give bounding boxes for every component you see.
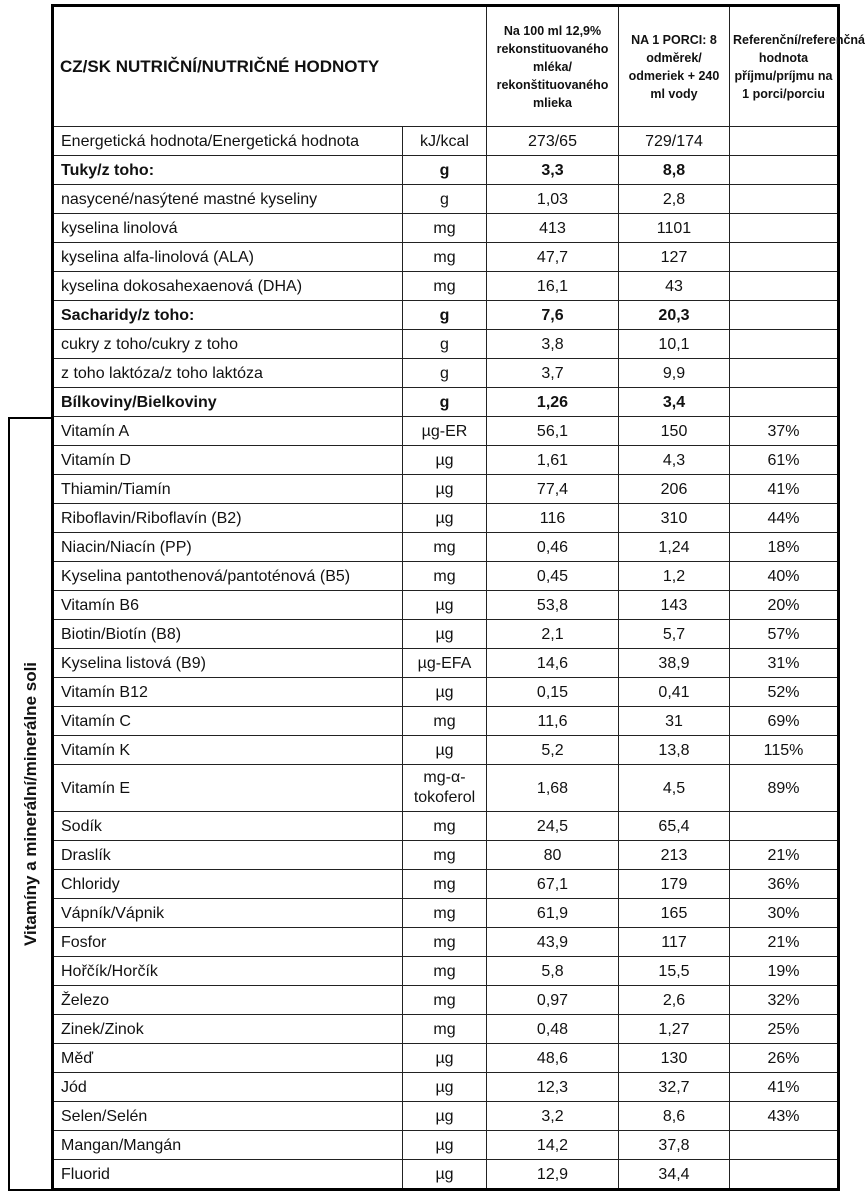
reference-intake-percent: 31%: [730, 649, 839, 678]
table-row: [53, 870, 839, 899]
nutrient-name: Vitamín D: [53, 446, 403, 475]
nutrient-name: nasycené/nasýtené mastné kyseliny: [53, 185, 403, 214]
reference-intake-percent: 20%: [730, 591, 839, 620]
value-per-portion: 34,4: [619, 1160, 730, 1190]
table-row: [53, 841, 839, 870]
table-row: [53, 272, 839, 301]
nutrient-unit: µg: [403, 1102, 487, 1131]
table-row: [53, 185, 839, 214]
value-per-100ml: 3,3: [487, 156, 619, 185]
reference-intake-percent: 69%: [730, 707, 839, 736]
nutrient-name: Vitamín C: [53, 707, 403, 736]
value-per-portion: 165: [619, 899, 730, 928]
vitamins-minerals-section-label: [8, 417, 51, 1191]
table-row: [53, 1073, 839, 1102]
header-per-portion: NA 1 PORCI: 8 odměrek/ odmeriek + 240 ml vody: [619, 6, 730, 127]
nutrient-name: Vitamín B12: [53, 678, 403, 707]
nutrient-name: Jód: [53, 1073, 403, 1102]
reference-intake-percent: 89%: [730, 765, 839, 812]
nutrient-name: Mangan/Mangán: [53, 1131, 403, 1160]
nutrient-name: Tuky/z toho:: [53, 156, 403, 185]
nutrient-unit: g: [403, 388, 487, 417]
value-per-100ml: 0,46: [487, 533, 619, 562]
nutrient-unit: g: [403, 359, 487, 388]
reference-intake-percent: 26%: [730, 1044, 839, 1073]
value-per-portion: 32,7: [619, 1073, 730, 1102]
nutrient-name: Vápník/Vápnik: [53, 899, 403, 928]
nutrient-unit: mg: [403, 243, 487, 272]
value-per-portion: 5,7: [619, 620, 730, 649]
value-per-portion: 150: [619, 417, 730, 446]
nutrient-name: Sodík: [53, 812, 403, 841]
nutrient-name: Biotin/Biotín (B8): [53, 620, 403, 649]
reference-intake-percent: 37%: [730, 417, 839, 446]
value-per-100ml: 56,1: [487, 417, 619, 446]
value-per-portion: 10,1: [619, 330, 730, 359]
section-label-text: Vitamíny a minerální/minerálne soli: [20, 661, 40, 946]
nutrient-name: Zinek/Zinok: [53, 1015, 403, 1044]
value-per-portion: 143: [619, 591, 730, 620]
table-row: [53, 1015, 839, 1044]
value-per-100ml: 77,4: [487, 475, 619, 504]
table-row: [53, 359, 839, 388]
reference-intake-percent: [730, 156, 839, 185]
nutrient-unit: mg: [403, 214, 487, 243]
value-per-100ml: 47,7: [487, 243, 619, 272]
table-row: [53, 1044, 839, 1073]
table-title: CZ/SK NUTRIČNÍ/NUTRIČNÉ HODNOTY: [53, 6, 487, 127]
value-per-100ml: 3,7: [487, 359, 619, 388]
nutrient-unit: mg: [403, 533, 487, 562]
nutrient-name: Fluorid: [53, 1160, 403, 1190]
nutrient-unit: mg: [403, 957, 487, 986]
reference-intake-percent: [730, 301, 839, 330]
nutrient-name: Hořčík/Horčík: [53, 957, 403, 986]
value-per-portion: 179: [619, 870, 730, 899]
nutrient-name: Bílkoviny/Bielkoviny: [53, 388, 403, 417]
nutrient-unit: mg: [403, 841, 487, 870]
value-per-portion: 117: [619, 928, 730, 957]
value-per-portion: 2,6: [619, 986, 730, 1015]
nutrient-unit: g: [403, 156, 487, 185]
table-header-row: [53, 6, 839, 127]
nutrient-unit: µg: [403, 475, 487, 504]
table-row: [53, 986, 839, 1015]
table-row: [53, 330, 839, 359]
reference-intake-percent: 40%: [730, 562, 839, 591]
table-row: [53, 707, 839, 736]
value-per-100ml: 12,3: [487, 1073, 619, 1102]
reference-intake-percent: 21%: [730, 928, 839, 957]
table-row: [53, 388, 839, 417]
value-per-portion: 3,4: [619, 388, 730, 417]
value-per-100ml: 80: [487, 841, 619, 870]
reference-intake-percent: [730, 185, 839, 214]
value-per-portion: 20,3: [619, 301, 730, 330]
reference-intake-percent: 25%: [730, 1015, 839, 1044]
table-row: [53, 156, 839, 185]
value-per-100ml: 1,61: [487, 446, 619, 475]
nutrient-name: Energetická hodnota/Energetická hodnota: [53, 127, 403, 156]
value-per-100ml: 116: [487, 504, 619, 533]
table-row: [53, 957, 839, 986]
value-per-100ml: 3,8: [487, 330, 619, 359]
nutrient-name: z toho laktóza/z toho laktóza: [53, 359, 403, 388]
nutrient-name: cukry z toho/cukry z toho: [53, 330, 403, 359]
value-per-portion: 4,3: [619, 446, 730, 475]
nutrient-name: Měď: [53, 1044, 403, 1073]
nutrient-unit: mg: [403, 1015, 487, 1044]
table-row: [53, 678, 839, 707]
reference-intake-percent: 44%: [730, 504, 839, 533]
value-per-portion: 2,8: [619, 185, 730, 214]
reference-intake-percent: 30%: [730, 899, 839, 928]
value-per-100ml: 16,1: [487, 272, 619, 301]
nutrient-name: Sacharidy/z toho:: [53, 301, 403, 330]
table-row: [53, 928, 839, 957]
value-per-portion: 8,8: [619, 156, 730, 185]
value-per-portion: 1,2: [619, 562, 730, 591]
value-per-portion: 729/174: [619, 127, 730, 156]
table-row: [53, 620, 839, 649]
value-per-100ml: 1,68: [487, 765, 619, 812]
reference-intake-percent: [730, 214, 839, 243]
value-per-portion: 31: [619, 707, 730, 736]
value-per-100ml: 14,2: [487, 1131, 619, 1160]
value-per-100ml: 0,48: [487, 1015, 619, 1044]
table-row: [53, 562, 839, 591]
nutrient-unit: mg: [403, 707, 487, 736]
value-per-portion: 130: [619, 1044, 730, 1073]
value-per-100ml: 61,9: [487, 899, 619, 928]
value-per-portion: 9,9: [619, 359, 730, 388]
nutrient-name: Fosfor: [53, 928, 403, 957]
reference-intake-percent: [730, 812, 839, 841]
table-row: [53, 1160, 839, 1190]
table-row: [53, 504, 839, 533]
nutrient-name: Železo: [53, 986, 403, 1015]
value-per-portion: 37,8: [619, 1131, 730, 1160]
value-per-100ml: 1,03: [487, 185, 619, 214]
value-per-100ml: 11,6: [487, 707, 619, 736]
nutrient-name: Vitamín K: [53, 736, 403, 765]
value-per-portion: 127: [619, 243, 730, 272]
reference-intake-percent: [730, 359, 839, 388]
nutrient-unit: µg: [403, 504, 487, 533]
value-per-100ml: 3,2: [487, 1102, 619, 1131]
table-row: [53, 591, 839, 620]
nutrient-unit: mg: [403, 272, 487, 301]
table-row: [53, 533, 839, 562]
value-per-100ml: 5,8: [487, 957, 619, 986]
nutrient-unit: µg: [403, 1131, 487, 1160]
value-per-portion: 0,41: [619, 678, 730, 707]
nutrient-unit: µg: [403, 1044, 487, 1073]
reference-intake-percent: 32%: [730, 986, 839, 1015]
value-per-100ml: 0,15: [487, 678, 619, 707]
nutrient-unit: mg-α-tokoferol: [403, 765, 487, 812]
table-row: [53, 214, 839, 243]
nutrient-unit: g: [403, 301, 487, 330]
nutrient-unit: kJ/kcal: [403, 127, 487, 156]
header-per-100ml: Na 100 ml 12,9% rekonstituovaného mléka/ rekonštituovaného mlieka: [487, 6, 619, 127]
nutrient-name: kyselina linolová: [53, 214, 403, 243]
value-per-100ml: 14,6: [487, 649, 619, 678]
nutrient-name: Vitamín A: [53, 417, 403, 446]
value-per-portion: 213: [619, 841, 730, 870]
value-per-100ml: 1,26: [487, 388, 619, 417]
value-per-100ml: 2,1: [487, 620, 619, 649]
table-row: [53, 1131, 839, 1160]
reference-intake-percent: 115%: [730, 736, 839, 765]
header-reference-intake: Referenční/referenčná hodnota příjmu/príjmu na 1 porci/porciu: [730, 6, 839, 127]
reference-intake-percent: [730, 388, 839, 417]
nutrient-unit: mg: [403, 562, 487, 591]
reference-intake-percent: [730, 272, 839, 301]
value-per-100ml: 43,9: [487, 928, 619, 957]
value-per-portion: 15,5: [619, 957, 730, 986]
value-per-100ml: 24,5: [487, 812, 619, 841]
value-per-100ml: 7,6: [487, 301, 619, 330]
value-per-portion: 38,9: [619, 649, 730, 678]
reference-intake-percent: [730, 1160, 839, 1190]
value-per-portion: 206: [619, 475, 730, 504]
table-row: [53, 765, 839, 812]
value-per-portion: 8,6: [619, 1102, 730, 1131]
nutrient-unit: g: [403, 185, 487, 214]
table-row: [53, 736, 839, 765]
reference-intake-percent: 41%: [730, 1073, 839, 1102]
value-per-100ml: 48,6: [487, 1044, 619, 1073]
reference-intake-percent: 41%: [730, 475, 839, 504]
nutrient-unit: µg: [403, 678, 487, 707]
nutrient-name: Chloridy: [53, 870, 403, 899]
nutrient-unit: µg: [403, 1160, 487, 1190]
value-per-100ml: 53,8: [487, 591, 619, 620]
table-row: [53, 446, 839, 475]
nutrient-name: Selen/Selén: [53, 1102, 403, 1131]
table-row: [53, 127, 839, 156]
nutrient-name: kyselina dokosahexaenová (DHA): [53, 272, 403, 301]
reference-intake-percent: 19%: [730, 957, 839, 986]
value-per-100ml: 413: [487, 214, 619, 243]
table-row: [53, 899, 839, 928]
nutrient-name: Niacin/Niacín (PP): [53, 533, 403, 562]
value-per-100ml: 0,45: [487, 562, 619, 591]
reference-intake-percent: [730, 127, 839, 156]
nutrient-name: Kyselina pantothenová/pantoténová (B5): [53, 562, 403, 591]
value-per-portion: 1,24: [619, 533, 730, 562]
reference-intake-percent: [730, 1131, 839, 1160]
value-per-100ml: 5,2: [487, 736, 619, 765]
value-per-portion: 65,4: [619, 812, 730, 841]
nutrient-name: kyselina alfa-linolová (ALA): [53, 243, 403, 272]
table-row: [53, 649, 839, 678]
table-row: [53, 812, 839, 841]
value-per-100ml: 67,1: [487, 870, 619, 899]
value-per-portion: 1101: [619, 214, 730, 243]
nutrient-unit: µg: [403, 1073, 487, 1102]
table-row: [53, 475, 839, 504]
reference-intake-percent: 61%: [730, 446, 839, 475]
value-per-100ml: 0,97: [487, 986, 619, 1015]
value-per-100ml: 12,9: [487, 1160, 619, 1190]
nutrient-unit: g: [403, 330, 487, 359]
nutrient-name: Thiamin/Tiamín: [53, 475, 403, 504]
value-per-portion: 1,27: [619, 1015, 730, 1044]
nutrient-unit: mg: [403, 812, 487, 841]
value-per-portion: 13,8: [619, 736, 730, 765]
nutrient-unit: µg: [403, 591, 487, 620]
reference-intake-percent: [730, 243, 839, 272]
reference-intake-percent: 21%: [730, 841, 839, 870]
nutrient-name: Vitamín E: [53, 765, 403, 812]
reference-intake-percent: 43%: [730, 1102, 839, 1131]
table-row: [53, 1102, 839, 1131]
value-per-portion: 310: [619, 504, 730, 533]
reference-intake-percent: [730, 330, 839, 359]
nutrient-unit: µg: [403, 446, 487, 475]
nutrient-name: Kyselina listová (B9): [53, 649, 403, 678]
nutrient-name: Draslík: [53, 841, 403, 870]
table-row: [53, 417, 839, 446]
value-per-portion: 4,5: [619, 765, 730, 812]
nutrient-unit: mg: [403, 870, 487, 899]
nutrient-unit: µg: [403, 620, 487, 649]
nutrient-unit: mg: [403, 986, 487, 1015]
nutrient-name: Riboflavin/Riboflavín (B2): [53, 504, 403, 533]
table-row: [53, 243, 839, 272]
nutrient-unit: µg-ER: [403, 417, 487, 446]
nutrient-unit: µg-EFA: [403, 649, 487, 678]
reference-intake-percent: 18%: [730, 533, 839, 562]
nutrient-unit: µg: [403, 736, 487, 765]
value-per-100ml: 273/65: [487, 127, 619, 156]
table-row: [53, 301, 839, 330]
nutrient-unit: mg: [403, 899, 487, 928]
reference-intake-percent: 57%: [730, 620, 839, 649]
reference-intake-percent: 52%: [730, 678, 839, 707]
nutrition-table: [51, 4, 865, 1191]
nutrient-name: Vitamín B6: [53, 591, 403, 620]
reference-intake-percent: 36%: [730, 870, 839, 899]
nutrient-unit: mg: [403, 928, 487, 957]
value-per-portion: 43: [619, 272, 730, 301]
